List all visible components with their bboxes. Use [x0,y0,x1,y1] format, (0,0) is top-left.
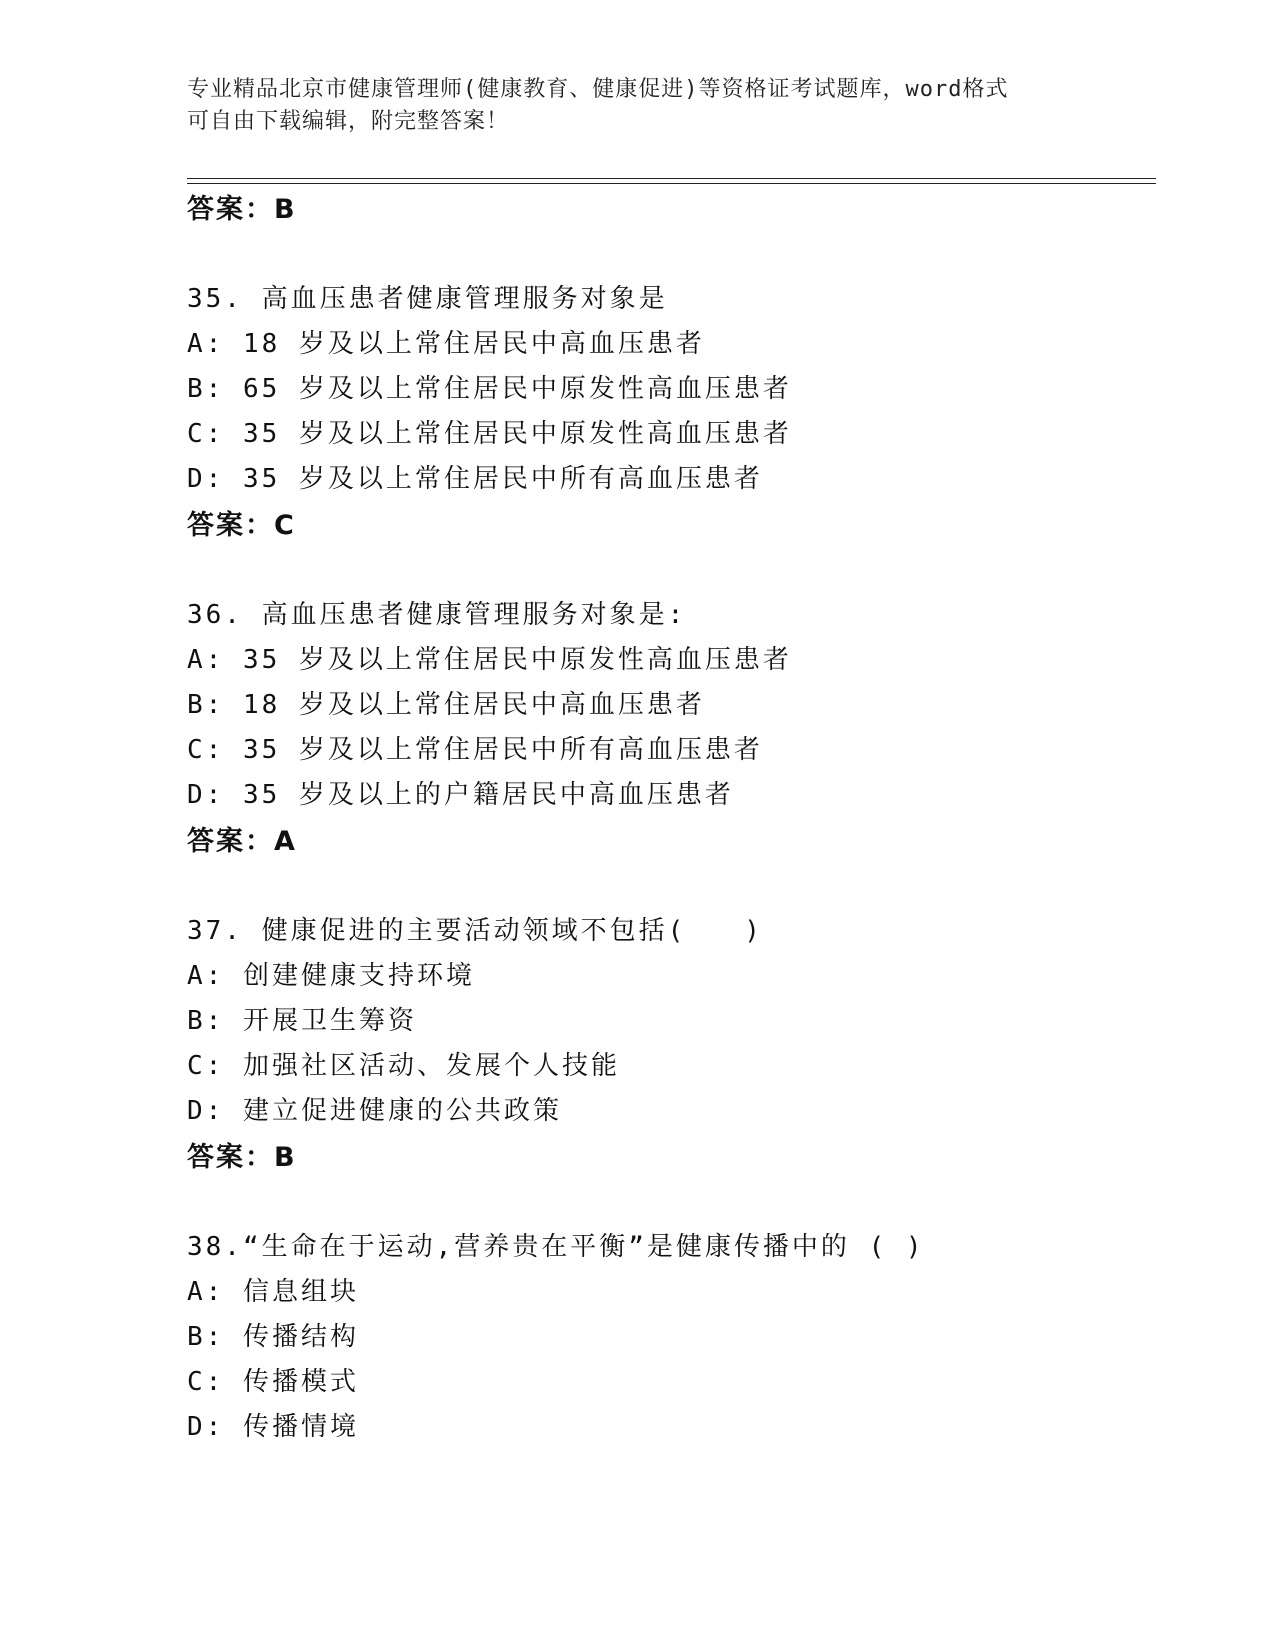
answer-prev: 答案：B [187,194,297,225]
header-line-1: 专业精品北京市健康管理师(健康教育、健康促进)等资格证考试题库，word格式 [187,77,1009,102]
question-37-option-a: A: 创建健康支持环境 [187,961,475,991]
question-38-option-b: B: 传播结构 [187,1322,359,1352]
question-38-option-a: A: 信息组块 [187,1277,359,1307]
question-36-option-c: C: 35 岁及以上常住居民中所有高血压患者 [187,735,763,765]
question-36-option-d: D: 35 岁及以上的户籍居民中高血压患者 [187,780,734,810]
question-38-option-d: D: 传播情境 [187,1412,359,1442]
question-35-stem: 35. 高血压患者健康管理服务对象是 [187,284,668,314]
question-35-answer: 答案：C [187,510,296,541]
question-37-option-d: D: 建立促进健康的公共政策 [187,1096,562,1126]
question-37-stem: 37. 健康促进的主要活动领域不包括( ) [187,916,763,946]
question-37-option-b: B: 开展卫生筹资 [187,1006,417,1036]
question-35-option-d: D: 35 岁及以上常住居民中所有高血压患者 [187,464,763,494]
question-38-stem: 38.“生命在于运动,营养贵在平衡”是健康传播中的 ( ) [187,1232,925,1262]
question-35-option-a: A: 18 岁及以上常住居民中高血压患者 [187,329,705,359]
question-35-option-c: C: 35 岁及以上常住居民中原发性高血压患者 [187,419,792,449]
question-37-answer: 答案：B [187,1142,297,1173]
document-header [187,74,1087,138]
question-35-option-b: B: 65 岁及以上常住居民中原发性高血压患者 [187,374,792,404]
question-36-option-a: A: 35 岁及以上常住居民中原发性高血压患者 [187,645,792,675]
question-36-answer: 答案：A [187,826,297,857]
question-38-option-c: C: 传播模式 [187,1367,359,1397]
header-divider-bottom [187,183,1156,184]
header-line-2: 可自由下载编辑，附完整答案！ [187,109,510,134]
question-37-option-c: C: 加强社区活动、发展个人技能 [187,1051,620,1081]
header-divider-top [187,178,1156,179]
question-36-option-b: B: 18 岁及以上常住居民中高血压患者 [187,690,705,720]
question-36-stem: 36. 高血压患者健康管理服务对象是: [187,600,687,630]
